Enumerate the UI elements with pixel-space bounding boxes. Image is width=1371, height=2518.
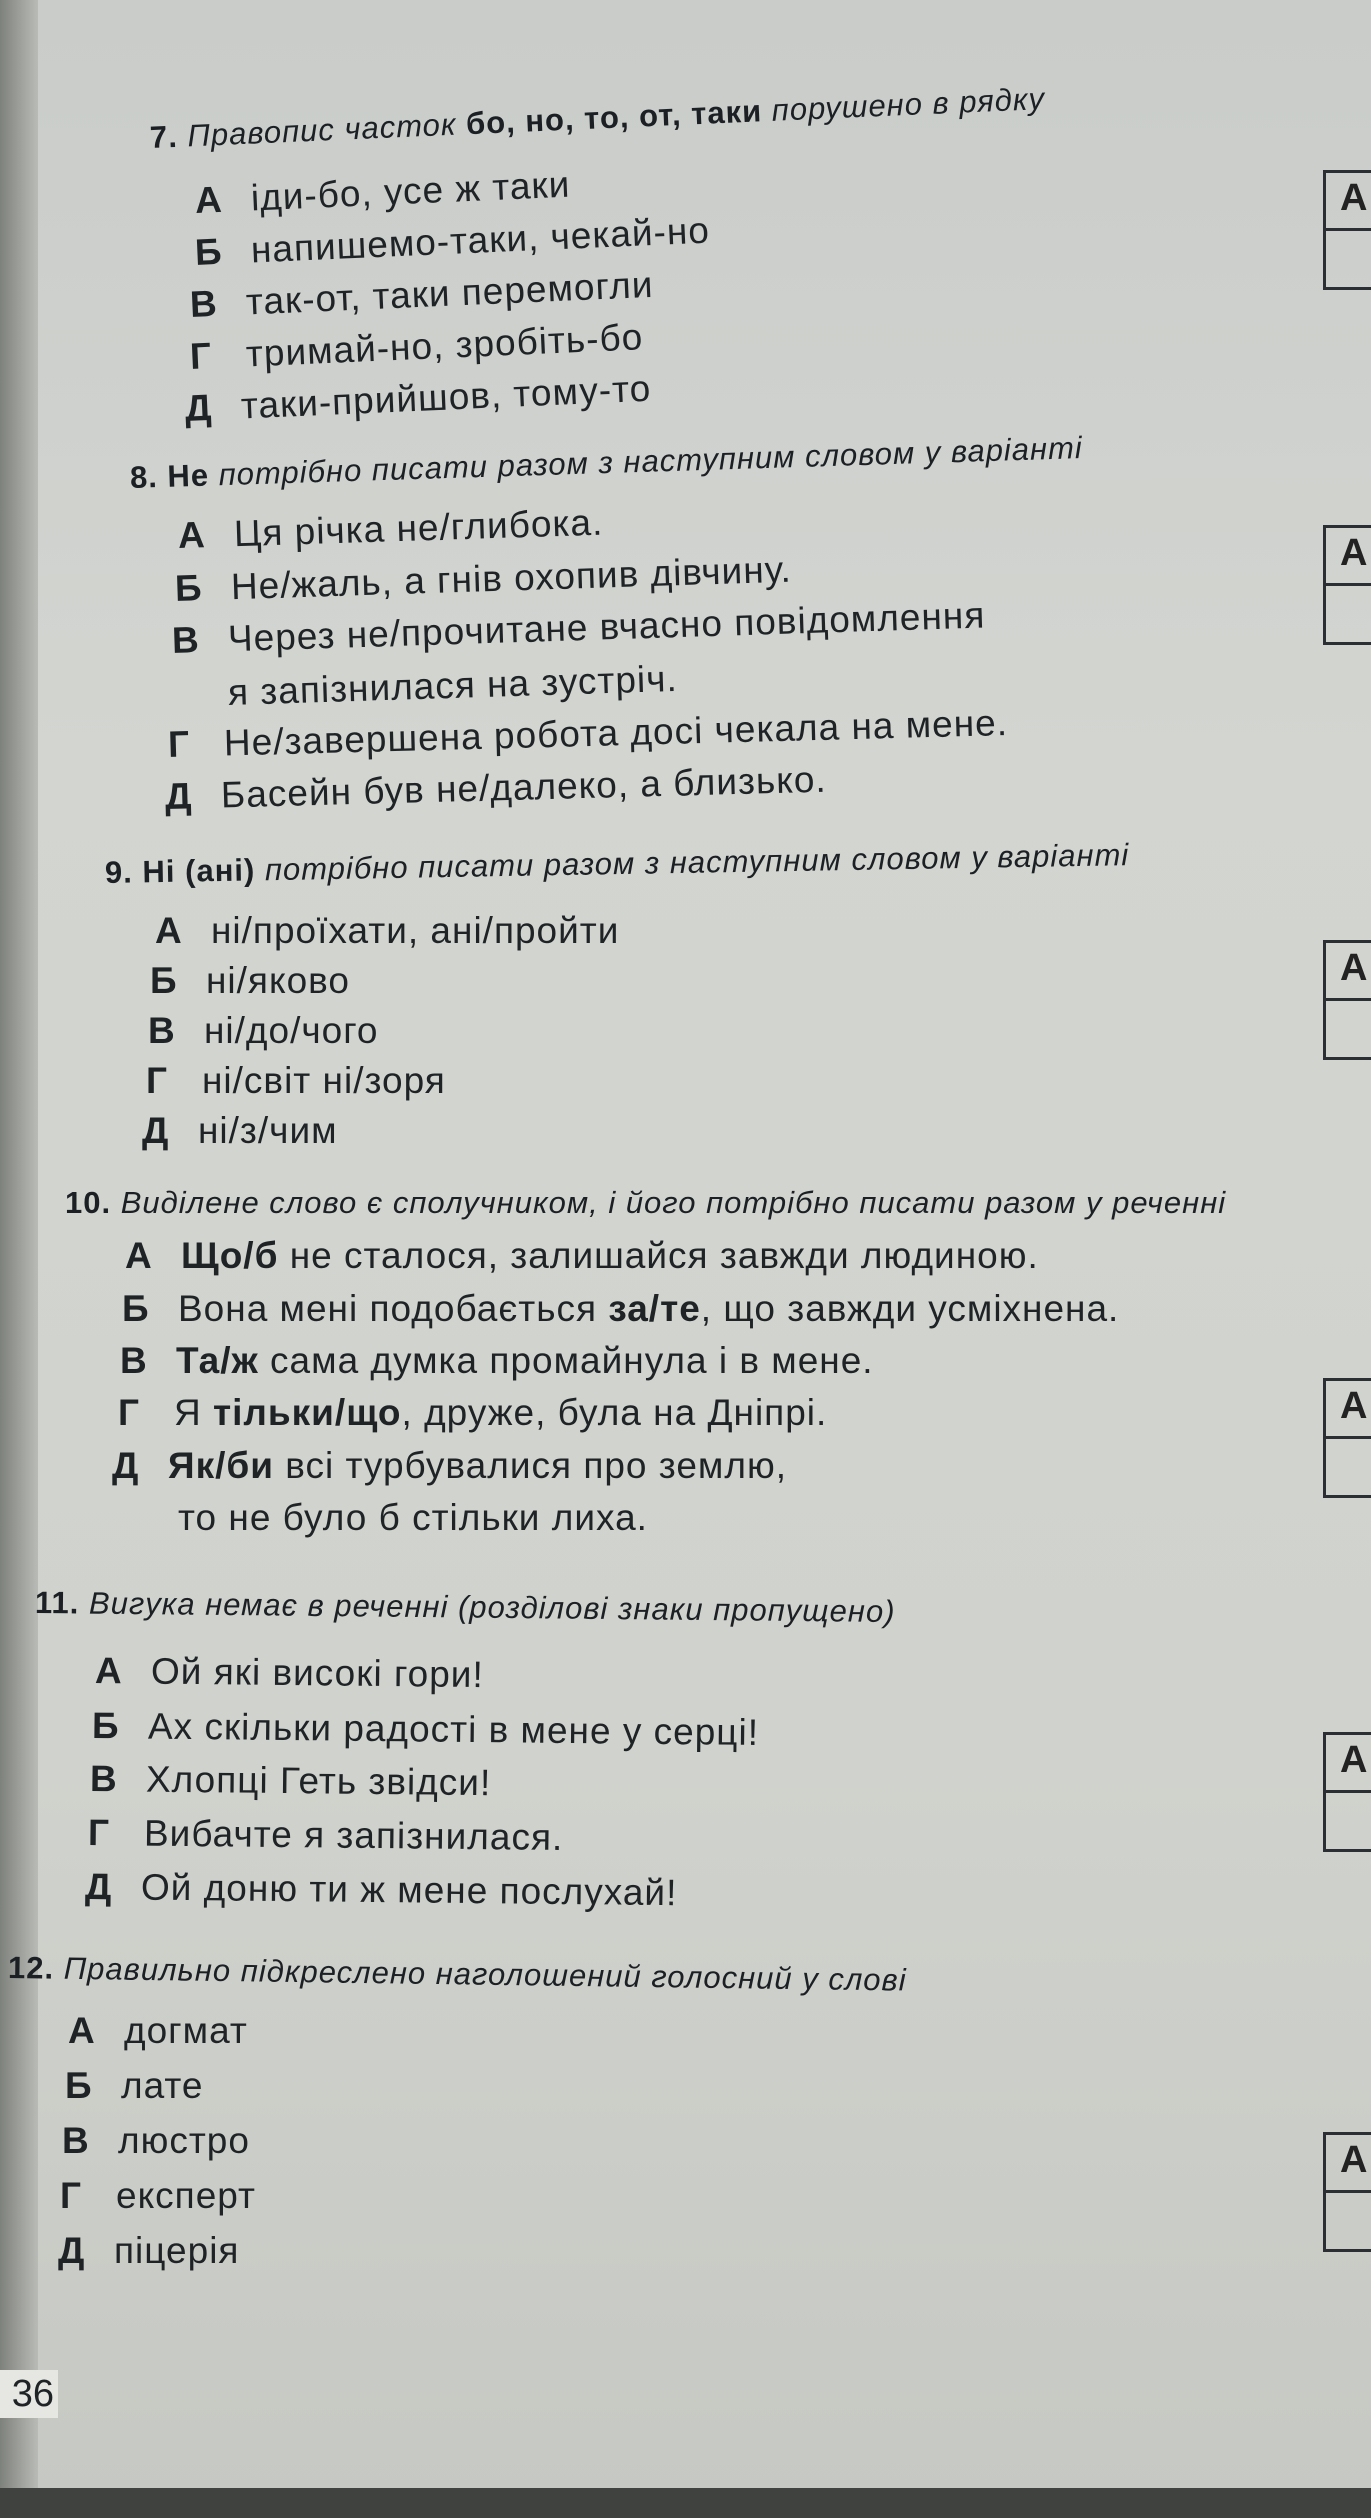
option-v[interactable]: В так-от, таки перемогли (189, 263, 655, 325)
option-g[interactable]: Г Я тільки/що, друже, була на Дніпрі. (118, 1392, 828, 1433)
question-title: 8. Не потрібно писати разом з наступним словом у варіанті (129, 430, 1084, 495)
question-title: 9. Ні (ані) потрібно писати разом з наступним словом у варіанті (104, 837, 1130, 890)
option-g[interactable]: Г експерт (60, 2175, 257, 2216)
option-a[interactable]: А догмат (68, 2010, 248, 2051)
option-g[interactable]: Г Не/завершена робота досі чекала на мене. (167, 702, 1009, 765)
question-title: 12. Правильно підкреслено наголошений голосний у слові (7, 1950, 907, 1998)
option-b[interactable]: Б Не/жаль, а гнів охопив дівчину. (174, 548, 793, 609)
option-a[interactable]: А іди-бо, усе ж таки (194, 163, 572, 221)
option-b[interactable]: Б напишемо-таки, чекай-но (194, 209, 711, 273)
answer-box[interactable]: А (1323, 2132, 1371, 2252)
option-v[interactable]: В Та/ж сама думка промайнула і в мене. (120, 1340, 874, 1381)
question-title: 11. Вигука немає в реченні (розділові знаки пропущено) (34, 1585, 896, 1630)
option-b[interactable]: Б Вона мені подобається за/те, що завжди усміхнена. (122, 1288, 1120, 1329)
option-a[interactable]: А Ця річка не/глибока. (177, 501, 604, 556)
option-d[interactable]: Д таки-прийшов, тому-то (184, 367, 653, 429)
option-a[interactable]: А Ой які високі гори! (94, 1650, 484, 1696)
option-d[interactable]: Д ні/з/чим (142, 1110, 338, 1151)
option-v[interactable]: В люстро (62, 2120, 250, 2161)
option-b[interactable]: Б лате (65, 2065, 204, 2106)
page-number: 36 (0, 2370, 58, 2418)
answer-box[interactable]: А (1323, 525, 1371, 645)
answer-box[interactable]: А (1323, 1732, 1371, 1852)
option-d-continuation: то не було б стільки лиха. (178, 1497, 648, 1538)
option-v[interactable]: В ні/до/чого (148, 1010, 379, 1051)
option-g[interactable]: Г Вибачте я запізнилася. (87, 1812, 564, 1858)
option-a[interactable]: А ні/проїхати, ані/пройти (155, 910, 620, 951)
option-v[interactable]: В Хлопці Геть звідси! (89, 1758, 492, 1804)
answer-box[interactable]: А (1323, 1378, 1371, 1498)
option-b[interactable]: Б Ах скільки радості в мене у серці! (91, 1705, 760, 1753)
page-binding (0, 0, 38, 2518)
question-title: 10. Виділене слово є сполучником, і його потрібно писати разом у реченні (65, 1185, 1227, 1220)
answer-box[interactable]: А (1323, 170, 1371, 290)
option-d[interactable]: Д Ой доню ти ж мене послухай! (84, 1866, 678, 1914)
option-v-continuation: я запізнилася на зустріч. (227, 657, 679, 713)
option-g[interactable]: Г ні/світ ні/зоря (146, 1060, 446, 1101)
option-v[interactable]: В Через не/прочитане вчасно повідомлення (171, 594, 986, 661)
option-g[interactable]: Г тримай-но, зробіть-бо (189, 316, 645, 377)
page-bottom-edge (0, 2488, 1371, 2518)
option-d[interactable]: Д Басейн був не/далеко, а близько. (164, 758, 828, 817)
option-d[interactable]: Д піцерія (58, 2230, 240, 2271)
answer-box[interactable]: А (1323, 940, 1371, 1060)
option-a[interactable]: А Що/б не сталося, залишайся завжди людиною. (125, 1235, 1039, 1276)
question-title: 7. Правопис часток бо, но, то, от, таки порушено в рядку (149, 80, 1046, 155)
option-b[interactable]: Б ні/яково (150, 960, 350, 1001)
option-d[interactable]: Д Як/би всі турбувалися про землю, (112, 1445, 787, 1486)
